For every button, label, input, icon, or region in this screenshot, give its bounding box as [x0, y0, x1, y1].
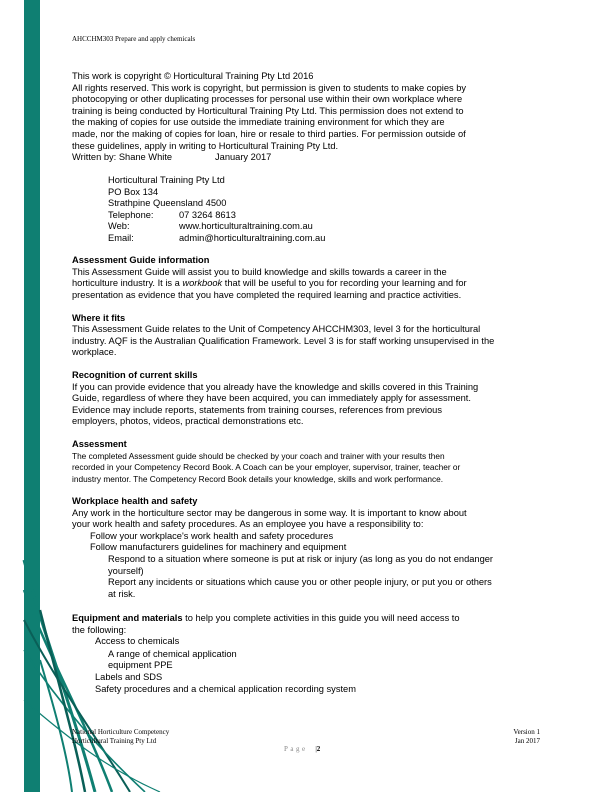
city: Strathpine Queensland 4500	[108, 198, 227, 209]
company-name: Horticultural Training Pty Ltd	[108, 175, 225, 185]
list-item: yourself)	[108, 565, 144, 576]
list-item: Labels and SDS	[95, 672, 163, 682]
page-label: Page	[284, 745, 308, 753]
email-label: Email:	[108, 233, 134, 243]
web-link[interactable]: www.horticulturaltraining.com.au	[179, 221, 313, 232]
written-date: January 2017	[215, 152, 272, 163]
section-heading: Workplace health and safety	[72, 496, 198, 506]
copyright-line: This work is copyright © Horticultural Training Pty Ltd 2016	[72, 71, 314, 81]
paragraph-line: industry. AQF is the Australian Qualification Framework. Level 3 is for staff working unsupervised in the	[72, 335, 495, 346]
copyright-line: the making of copies for use outside the immediate training environment for which they are	[72, 117, 445, 128]
list-item: equipment PPE	[108, 660, 173, 671]
paragraph-line: industry mentor. The Competency Record Book details your knowledge, skills and work performance.	[72, 473, 444, 484]
list-item: Report any incidents or situations which cause you or other people injury, or put you or others	[108, 577, 492, 588]
section-heading: Assessment	[72, 439, 127, 449]
paragraph-line: This Assessment Guide relates to the Unit of Competency AHCCHM303, level 3 for the horticultural	[72, 324, 481, 335]
footer-version: Version 1	[513, 728, 540, 736]
footer-date: Jan 2017	[514, 737, 540, 745]
telephone-label: Telephone:	[108, 209, 154, 220]
section-heading: Recognition of current skills	[72, 370, 198, 380]
copyright-line: All rights reserved. This work is copyright, but permission is given to students to make copies by	[72, 82, 467, 93]
po-box: PO Box 134	[108, 186, 159, 197]
web-label: Web:	[108, 221, 130, 232]
paragraph-line: The completed Assessment guide should be checked by your coach and trainer with your results then	[72, 450, 445, 461]
emphasis-workbook: workbook	[182, 278, 223, 289]
footer-left-1: National Horticulture Competency	[72, 728, 170, 736]
list-item: Access to chemicals	[95, 636, 180, 647]
paragraph-line: your work health and safety procedures. As an employee you have a responsibility to:	[72, 519, 424, 530]
page-separator: |	[315, 745, 317, 753]
equipment-intro: Equipment and materials to help you complete activities in this guide you will need access to	[72, 613, 460, 623]
page-number	[284, 745, 320, 753]
list-item: Respond to a situation where someone is put at risk or injury (as long as you do not endanger	[108, 554, 494, 564]
section-heading: Equipment and materials	[72, 613, 183, 623]
written-by: Written by: Shane White	[72, 152, 173, 163]
paragraph-line: presentation as evidence that you have completed the required learning and practice activities.	[72, 289, 462, 300]
copyright-line: training is being conducted by Horticultural Training Pty Ltd. This permission does not extend to	[72, 105, 464, 116]
paragraph-line: workplace.	[72, 347, 117, 358]
list-item: Follow manufacturers guidelines for machinery and equipment	[90, 542, 347, 553]
paragraph-line: the following:	[72, 624, 127, 635]
telephone-value: 07 3264 8613	[179, 209, 236, 220]
paragraph-line: Evidence may include reports, statements from training courses, references from previous	[72, 404, 442, 415]
list-item: Safety procedures and a chemical application recording system	[95, 683, 356, 694]
copyright-line: photocopying or other duplicating processes for personal use within their own workplace where	[72, 94, 463, 105]
running-header: AHCCHM303 Prepare and apply chemicals	[72, 35, 196, 43]
section-heading: Assessment Guide information	[72, 255, 210, 265]
paragraph-line: This Assessment Guide will assist you to build knowledge and skills towards a career in the	[72, 266, 447, 277]
footer-left-2: Horticultural Training Pty Ltd	[72, 737, 157, 745]
list-item: Follow your workplace's work health and safety procedures	[90, 530, 334, 541]
section-heading: Where it fits	[72, 312, 126, 323]
paragraph-line: employers, photos, videos, practical demonstrations etc.	[72, 416, 304, 427]
paragraph-line: horticulture industry. It is a workbook that will be useful to you for recording your learning and for	[72, 278, 467, 289]
list-item: A range of chemical application	[108, 648, 237, 659]
copyright-line: made, nor the making of copies for loan, hire or resale to third parties. For permission outside of	[72, 129, 466, 139]
page-number-value: 2	[316, 745, 321, 753]
paragraph-line: Guide, regardless of where they have been acquired, you can immediately apply for assessment.	[72, 393, 471, 404]
list-item: at risk.	[108, 588, 136, 599]
copyright-line: these guidelines, apply in writing to Horticultural Training Pty Ltd.	[72, 140, 339, 151]
paragraph-line: If you can provide evidence that you already have the knowledge and skills covered in this Training	[72, 381, 479, 392]
email-link[interactable]: admin@horticulturaltraining.com.au	[179, 233, 326, 243]
paragraph-line: Any work in the horticulture sector may be dangerous in some way. It is important to know about	[72, 507, 467, 518]
paragraph-line: recorded in your Competency Record Book. A Coach can be your employer, supervisor, trainer, teacher or	[72, 462, 461, 473]
